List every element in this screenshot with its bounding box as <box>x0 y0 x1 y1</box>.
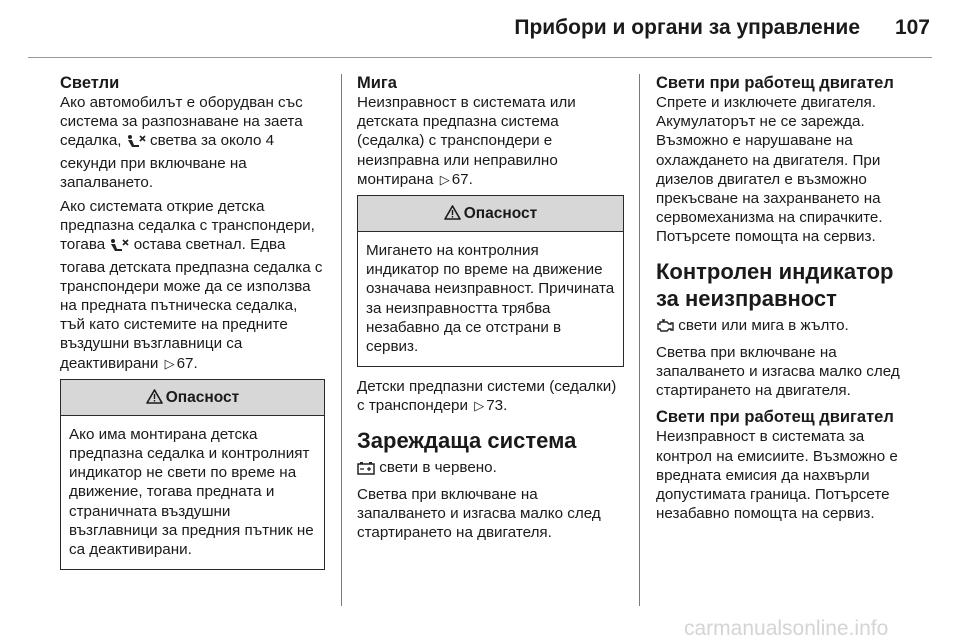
engine-check-icon <box>656 319 674 338</box>
section-title-charging: Зареждаща система <box>357 427 577 453</box>
heading-miga: Мига <box>357 74 397 92</box>
page-reference-icon: ▷ <box>439 171 450 187</box>
page-number: 107 <box>894 16 930 39</box>
paragraph-occupancy: Ако автомобилът е оборудван със система за разпознаване на заета седалка, светва за около 4 секунди при включване на запалването. <box>60 94 303 191</box>
paragraph-engine-yellow: свети или мига в жълто. <box>656 316 918 338</box>
battery-icon <box>357 461 375 480</box>
warning-text: Ако има монтирана детска предпазна седалка и контролният индикатор не свети по време на движение, тогава предната и страничната въздушни възглавници за предния пътник не са деактивирани. <box>69 425 314 559</box>
paragraph-battery-ignition: Светва при включване на запалването и изгасва малко след стартирането на двигателя. <box>357 485 601 542</box>
column-3 <box>656 74 918 528</box>
heading-engine-running: Свети при работещ двигател <box>656 74 894 92</box>
page-reference-icon: ▷ <box>474 398 485 414</box>
watermark-text: carmanualsonline.info <box>684 617 889 640</box>
column-1 <box>60 74 325 580</box>
page-reference[interactable]: 73. <box>486 397 508 415</box>
paragraph-battery-red: свети в червено. <box>357 458 624 480</box>
column-2 <box>357 74 624 547</box>
section-title-malfunction-indicator: Контролен индикатор за неизправност <box>656 258 894 311</box>
paragraph-emissions: Неизправност в системата за контрол на емисиите. Възможно е вредната емисия да нахвърли допустимата граница. Потърсете незабавно помощта на сервиз. <box>656 428 898 523</box>
paragraph-stop-engine: Спрете и изключете двигателя. Акумулаторът не се зарежда. Възможно е нарушаване на охлаждането на двигателя. При дизелов двигател е възможно прекъсване на захранването на сервомеханизма на спирачките. Потърсете помощта на сервиз. <box>656 94 883 246</box>
page-title: Прибори и органи за управление <box>514 16 860 39</box>
column-divider-1 <box>341 74 342 606</box>
paragraph-child-restraints: Детски предпазни системи (седалки) с транспондери ▷ 73. <box>357 378 617 415</box>
passenger-airbag-off-icon <box>126 134 146 153</box>
warning-header: Опасност <box>61 380 324 416</box>
heading-engine-running-2: Свети при работещ двигател <box>656 408 894 427</box>
warning-box <box>60 379 325 570</box>
warning-triangle-icon <box>146 389 163 404</box>
warning-header: Опасност <box>358 196 623 232</box>
page-header <box>30 14 930 44</box>
column-divider-2 <box>639 74 640 606</box>
header-divider <box>28 57 932 58</box>
warning-text: Мигането на контролния индикатор по време на движение означава неизправност. Причината за неизправността трябва незабавно да се отстрани в сервиз. <box>366 242 615 356</box>
paragraph-engine-ignition: Светва при включване на запалването и изгасва малко след стартирането на двигателя. <box>656 343 900 400</box>
paragraph-child-seat: Ако системата открие детска предпазна седалка с транспондери, тогава остава светнал. Едва тогава детската предпазна седалка с транспондери може да се използва на предната пътническа седалка, тъй като системите на предните въздушни възглавници са деактивирани ▷ 67. <box>60 198 323 372</box>
warning-triangle-icon <box>444 205 461 220</box>
heading-svetli: Светли <box>60 74 120 92</box>
passenger-airbag-off-icon <box>109 238 129 257</box>
warning-box <box>357 195 624 367</box>
page-reference[interactable]: 67. <box>451 170 473 188</box>
page-reference-icon: ▷ <box>164 355 175 371</box>
page-reference[interactable]: 67. <box>176 354 198 372</box>
paragraph-malfunction: Неизправност в системата или детската предпазна система (седалка) с транспондери е неизправна или неправилно монтирана ▷ 67. <box>357 94 576 188</box>
